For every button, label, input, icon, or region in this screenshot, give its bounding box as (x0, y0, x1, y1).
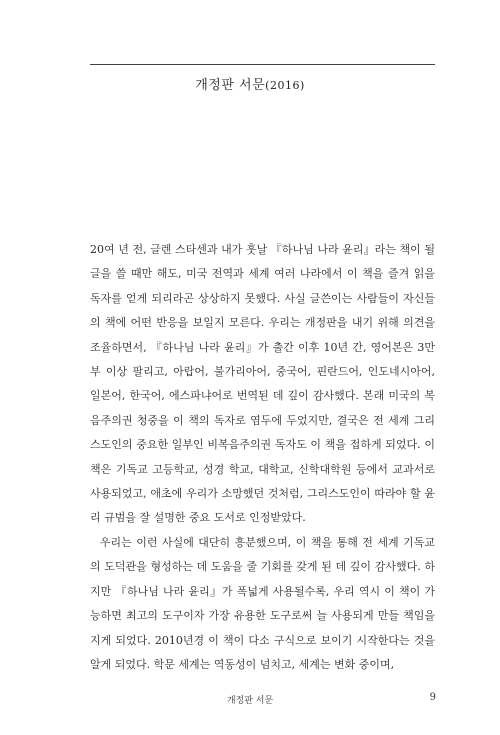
chapter-title-text: 개정판 서문 (195, 78, 266, 93)
chapter-title-year: (2016) (265, 79, 305, 92)
body-text (90, 238, 435, 677)
chapter-title (0, 74, 500, 93)
header-rule (90, 64, 435, 65)
paragraph-1: 20여 년 전, 글렌 스타센과 내가 훗날 『하나님 나라 윤리』라는 책이 될 글을 쓸 때만 해도, 미국 전역과 세계 여러 나라에서 이 책을 즐겨 읽을 독자를 얻게 되리라곤 상상하지 못했다. 사실 글쓴이는 사람들이 자신들의 책에 어떤 반응을 보일지 모른다. 우리는 개정판을 내기 위해 의견을 조율하면서, 『하나님 나라 윤리』가 출간 이후 10년 간, 영어본은 3만 부 이상 팔리고, 아랍어, 불가리아어, 중국어, 핀란드어, 인도네시아어, 일본어, 한국어, 에스파냐어로 번역된 데 깊이 감사했다. 본래 미국의 복음주의권 청중을 이 책의 독자로 염두에 두었지만, 결국은 전 세계 그리스도인의 중요한 일부인 비복음주의권 독자도 이 책을 접하게 되었다. 이 책은 기독교 고등학교, 성경 학교, 대학교, 신학대학원 등에서 교과서로 사용되었고, 애초에 우리가 소망했던 것처럼, 그리스도인이 따라야 할 윤리 규범을 잘 설명한 중요 도서로 인정받았다. (90, 243, 435, 525)
running-footer-title: 개정판 서문 (226, 696, 274, 706)
page-number: 9 (429, 692, 436, 703)
paragraph-2: 우리는 이런 사실에 대단히 흥분했으며, 이 책을 통해 전 세계 기독교의 도덕관을 형성하는 데 도움을 줄 기회를 갖게 된 데 깊이 감사했다. 하지만 『하나님 나라 윤리』가 폭넓게 사용될수록, 우리 역시 이 책이 가능하면 최고의 도구이자 가장 유용한 도구로써 늘 사용되게 만들 책임을 지게 되었다. 2010년경 이 책이 다소 구식으로 보이기 시작한다는 것을 알게 되었다. 학문 세계는 역동성이 넘치고, 세계는 변화 중이며, (90, 535, 435, 671)
